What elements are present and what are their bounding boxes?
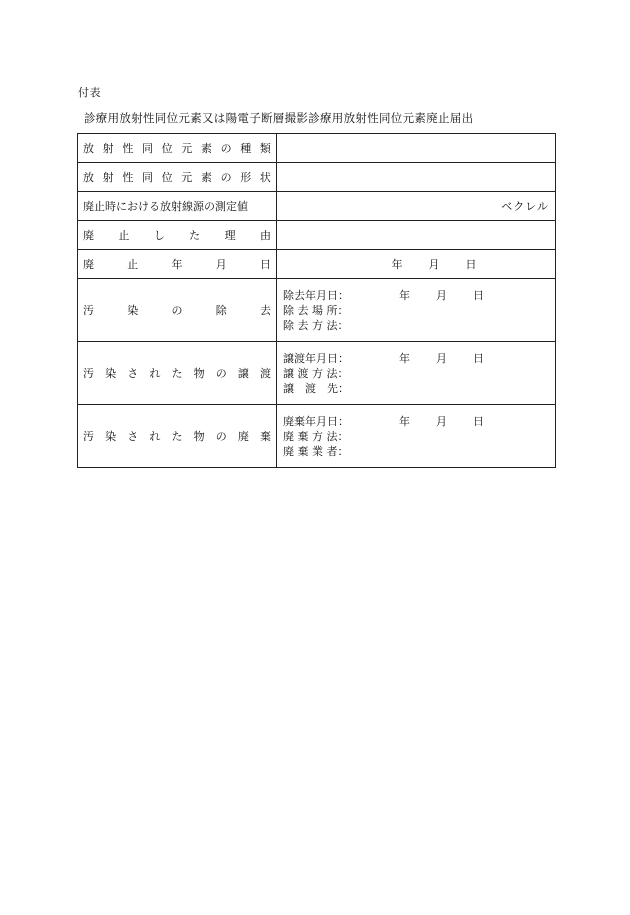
field-abolition-date[interactable] (277, 250, 556, 279)
label-char: 月 (215, 258, 227, 271)
label-char: 日 (260, 258, 271, 271)
date-year: 年 (391, 258, 403, 271)
date-year: 年 (399, 351, 410, 365)
label-char: れ (149, 430, 161, 443)
disposal-date-line (283, 414, 549, 429)
label-char: 物 (193, 367, 205, 380)
label-char: 同 (141, 142, 153, 155)
label-char: の (215, 367, 227, 380)
disposal-contractor-label: 廃 棄 業 者： (283, 444, 349, 458)
row-measured-value (78, 192, 556, 221)
label-char: の (220, 171, 232, 184)
label-char: た (189, 229, 201, 242)
date-day: 日 (473, 351, 484, 365)
label-char: 物 (193, 430, 205, 443)
transfer-method-line (283, 366, 549, 381)
label-char: 譲 (237, 367, 249, 380)
disposal-method-label: 廃 棄 方 法： (283, 429, 349, 443)
date-month: 月 (436, 414, 447, 428)
row-reason (78, 221, 556, 250)
date-day: 日 (465, 258, 477, 271)
label-char: さ (127, 367, 139, 380)
label-char: 止 (127, 258, 139, 271)
label-char: れ (149, 367, 161, 380)
label-char: 染 (127, 304, 139, 317)
date-month: 月 (436, 288, 447, 302)
row-disposal (78, 405, 556, 468)
disposal-date-label: 廃棄年月日： (283, 414, 349, 428)
label-char: 形 (240, 171, 252, 184)
label-char: 去 (260, 304, 271, 317)
label-char: 放 (83, 142, 94, 155)
field-decontamination[interactable] (277, 279, 556, 342)
transfer-method-label: 譲 渡 方 法： (283, 366, 349, 380)
label-char: 汚 (83, 367, 94, 380)
label-abolition-date (78, 250, 277, 279)
label-char: 同 (141, 171, 153, 184)
label-char: 廃 (83, 258, 94, 271)
disposal-method-line (283, 429, 549, 444)
label-char: 年 (171, 258, 183, 271)
label-char: 渡 (260, 367, 271, 380)
label-char: 由 (259, 229, 271, 242)
field-measured-value[interactable] (277, 192, 556, 221)
label-char: さ (127, 430, 139, 443)
label-char: 染 (105, 367, 117, 380)
date-year: 年 (399, 288, 410, 302)
label-char: 廃 (83, 229, 94, 242)
label-char: 射 (102, 171, 114, 184)
label-char: 性 (122, 171, 134, 184)
row-isotope-type (78, 134, 556, 163)
decontam-date-line (283, 288, 549, 303)
label-char: 汚 (83, 304, 94, 317)
label-char: 棄 (260, 430, 271, 443)
transfer-recipient-label: 譲 渡 先： (283, 381, 349, 395)
label-char: 射 (102, 142, 114, 155)
label-isotope-form (78, 163, 277, 192)
label-char: し (153, 229, 165, 242)
decontam-place-label: 除 去 場 所： (283, 303, 349, 317)
label-char: 廃 (237, 430, 249, 443)
date-year: 年 (399, 414, 410, 428)
label-char: 止 (118, 229, 130, 242)
date-day: 日 (473, 288, 484, 302)
label-reason (78, 221, 277, 250)
field-disposal[interactable] (277, 405, 556, 468)
notification-form-table (77, 133, 556, 468)
appendix-label: 付表 (78, 86, 101, 99)
label-disposal (78, 405, 277, 468)
label-decontamination (78, 279, 277, 342)
label-char: 元 (181, 171, 193, 184)
decontam-date-label: 除去年月日： (283, 288, 349, 302)
disposal-contractor-line (283, 444, 549, 459)
date-day: 日 (473, 414, 484, 428)
unit-becquerel: ベクレル (501, 200, 549, 213)
document-title: 診療用放射性同位元素又は陽電子断層撮影診療用放射性同位元素廃止届出 (84, 111, 474, 125)
label-char: 状 (259, 171, 271, 184)
label-char: 素 (200, 171, 212, 184)
row-isotope-form (78, 163, 556, 192)
field-isotope-type[interactable] (277, 134, 556, 163)
field-reason[interactable] (277, 221, 556, 250)
label-char: 位 (161, 171, 173, 184)
label-char: 理 (224, 229, 236, 242)
field-isotope-form[interactable] (277, 163, 556, 192)
label-char: 染 (105, 430, 117, 443)
label-measured-value: 廃止時における放射線源の測定値 (78, 192, 277, 221)
label-char: の (171, 304, 183, 317)
label-char: た (171, 367, 183, 380)
decontam-method-line (283, 318, 549, 333)
label-char: 元 (181, 142, 193, 155)
label-char: 性 (122, 142, 134, 155)
label-char: 汚 (83, 430, 94, 443)
label-char: た (171, 430, 183, 443)
row-transfer (78, 342, 556, 405)
row-decontamination (78, 279, 556, 342)
label-char: 素 (200, 142, 212, 155)
label-char: の (215, 430, 227, 443)
field-transfer[interactable] (277, 342, 556, 405)
label-isotope-type (78, 134, 277, 163)
label-char: 種 (240, 142, 252, 155)
date-month: 月 (428, 258, 440, 271)
transfer-date-label: 譲渡年月日： (283, 351, 349, 365)
label-transfer (78, 342, 277, 405)
label-char: 除 (215, 304, 227, 317)
date-month: 月 (436, 351, 447, 365)
row-abolition-date (78, 250, 556, 279)
label-char: 類 (259, 142, 271, 155)
label-char: 放 (83, 171, 94, 184)
transfer-date-line (283, 351, 549, 366)
label-char: 位 (161, 142, 173, 155)
transfer-recipient-line (283, 381, 549, 396)
decontam-method-label: 除 去 方 法： (283, 318, 349, 332)
label-char: の (220, 142, 232, 155)
decontam-place-line (283, 303, 549, 318)
